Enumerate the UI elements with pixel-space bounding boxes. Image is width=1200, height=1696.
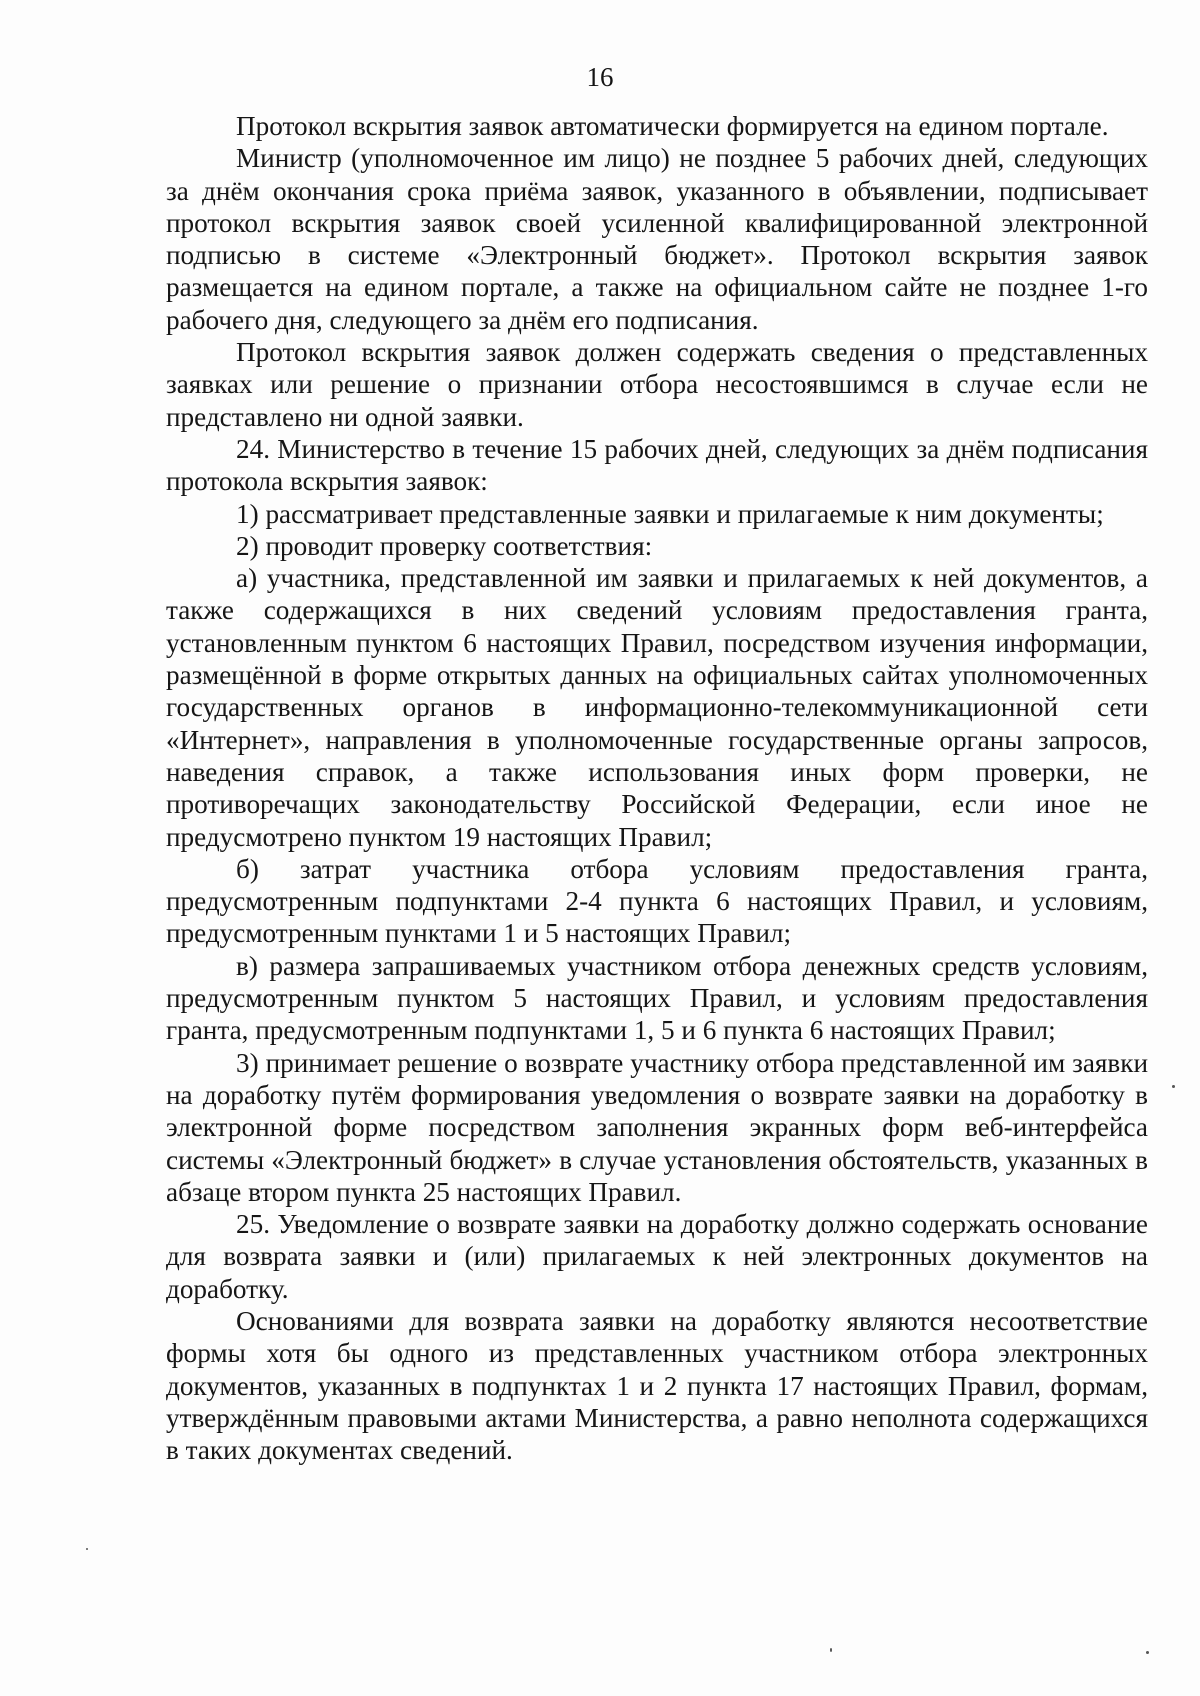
paragraph: 25. Уведомление о возврате заявки на доработку должно содержать основание для возврата заявки и (или) прилагаемых к ней электронных документов на доработку. — [166, 1209, 1148, 1304]
paragraph: Протокол вскрытия заявок должен содержать сведения о представленных заявках или решение о признании отбора несостоявшимся в случае если не представлено ни одной заявки. — [166, 337, 1148, 432]
paragraph: в) размера запрашиваемых участником отбора денежных средств условиям, предусмотренным пунктом 5 настоящих Правил, и условиям предоставления гранта, предусмотренным подпунктами 1, 5 и 6 пункта 6 настоящих Правил; — [166, 950, 1148, 1046]
paragraph: Основаниями для возврата заявки на доработку являются несоответствие формы хотя бы одного из представленных участником отбора электронных документов, указанных в подпунктах 1 и 2 пункта 17 настоящих Правил, формам, утверждённым правовыми актами Министерства, а равно неполнота содержащихся в таких документах сведений. — [166, 1305, 1148, 1466]
paragraph: б) затрат участника отбора условиям предоставления гранта, предусмотренным подпунктами 2-4 пункта 6 настоящих Правил, и условиям, предусмотренным пунктами 1 и 5 настоящих Правил; — [166, 853, 1148, 949]
paragraph: а) участника, представленной им заявки и прилагаемых к ней документов, а также содержащихся в них сведений условиям предоставления гранта, установленным пунктом 6 настоящих Правил, посредством изучения информации, размещённой в форме открытых данных на официальных сайтах уполномоченных государственных органов в информационно-телекоммуникационной сети «Интернет», направления в уполномоченные государственные органы запросов, наведения справок, а также использования иных форм проверки, не противоречащих законодательству Российской Федерации, если иное не предусмотрено пунктом 19 настоящих Правил; — [166, 563, 1148, 852]
paragraph: Министр (уполномоченное им лицо) не позднее 5 рабочих дней, следующих за днём окончания срока приёма заявок, указанного в объявлении, подписывает протокол вскрытия заявок своей усиленной квалифицированной электронной подписью в системе «Электронный бюджет». Протокол вскрытия заявок размещается на едином портале, а также на официальном сайте не позднее 1-го рабочего дня, следующего за днём его подписания. — [166, 143, 1148, 335]
paragraph: 1) рассматривает представленные заявки и прилагаемые к ним документы; — [236, 498, 1104, 529]
scan-speck — [1146, 1651, 1149, 1654]
paragraph: 24. Министерство в течение 15 рабочих дней, следующих за днём подписания протокола вскрытия заявок: — [166, 433, 1148, 497]
paragraph: 3) принимает решение о возврате участнику отбора представленной им заявки на доработку путём формирования уведомления о возврате заявки на доработку в электронной форме посредством заполнения экранных форм веб-интерфейса системы «Электронный бюджет» в случае установления обстоятельств, указанных в абзаце втором пункта 25 настоящих Правил. — [166, 1047, 1148, 1207]
scan-speck — [86, 1548, 88, 1550]
page-number: 16 — [586, 62, 614, 92]
document-body — [166, 110, 1148, 1466]
scan-speck — [830, 1648, 832, 1652]
paragraph: Протокол вскрытия заявок автоматически формируется на едином портале. — [236, 111, 1109, 141]
scan-speck — [1172, 1085, 1175, 1088]
paragraph: 2) проводит проверку соответствия: — [236, 530, 653, 561]
